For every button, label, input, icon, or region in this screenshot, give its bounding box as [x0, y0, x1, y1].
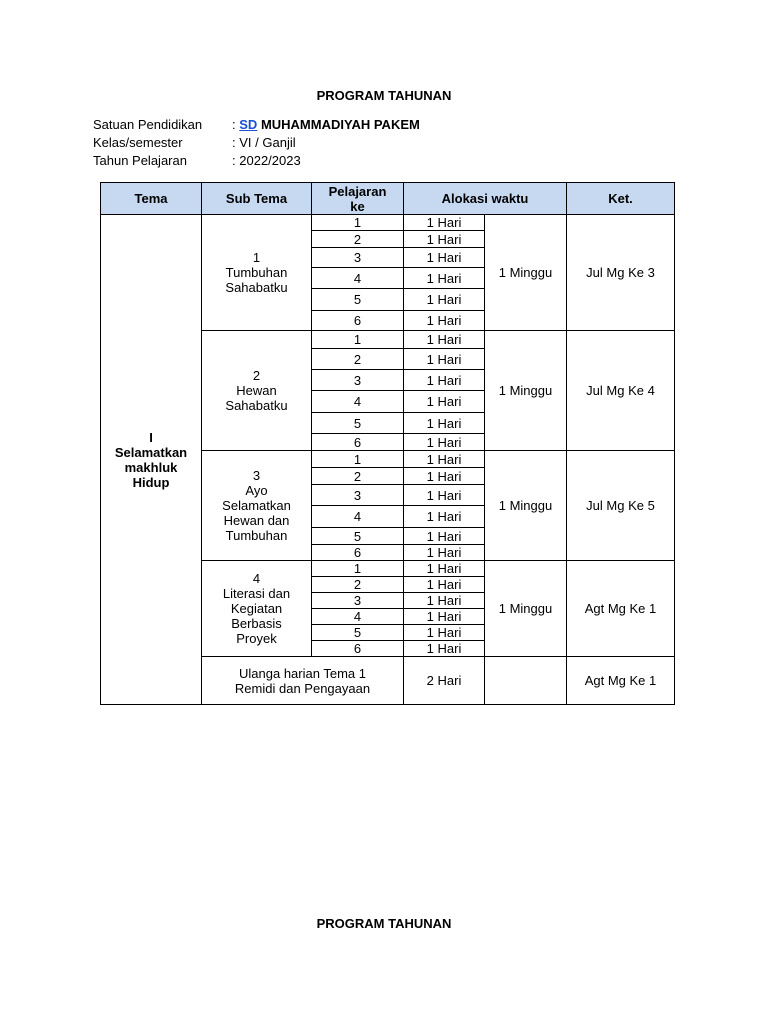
- alokasi-hari: 1 Hari: [404, 231, 485, 248]
- pelajaran-number: 2: [312, 468, 404, 485]
- subtema-cell: [202, 215, 312, 331]
- subtema-line: Tumbuhan: [225, 528, 288, 543]
- subtema-line: Sahabatku: [225, 280, 288, 295]
- tahun-label: Tahun Pelajaran: [93, 153, 187, 168]
- alokasi-hari: 1 Hari: [404, 506, 485, 528]
- pelajaran-number: 5: [312, 413, 404, 434]
- alokasi-hari: 1 Hari: [404, 248, 485, 268]
- alokasi-hari: 1 Hari: [404, 528, 485, 545]
- alokasi-hari: 1 Hari: [404, 609, 485, 625]
- info-row-tahun: [93, 152, 420, 170]
- subtema-line: 1: [252, 250, 261, 265]
- alokasi-hari: 1 Hari: [404, 468, 485, 485]
- table-body: [101, 215, 675, 705]
- tema-cell: [101, 215, 202, 705]
- subtema-line: Hewan: [236, 383, 277, 398]
- tema-line3: Hidup: [132, 474, 170, 490]
- subtema-line: Hewan dan: [223, 513, 290, 528]
- kelas-label: Kelas/semester: [93, 135, 183, 150]
- alokasi-hari: 1 Hari: [404, 451, 485, 468]
- pelajaran-number: 3: [312, 370, 404, 391]
- subtema-cell: [202, 451, 312, 561]
- header-pelajaran: [312, 183, 404, 215]
- pelajaran-number: 1: [312, 215, 404, 231]
- header-pelajaran-line2: ke: [350, 198, 365, 214]
- alokasi-hari: 1 Hari: [404, 485, 485, 506]
- subtema-line: 4: [252, 571, 261, 586]
- subtema-line: Proyek: [236, 631, 277, 646]
- ket-cell: Agt Mg Ke 1: [567, 561, 675, 657]
- alokasi-hari: 1 Hari: [404, 561, 485, 577]
- alokasi-minggu: 1 Minggu: [485, 331, 567, 451]
- tema-number: I: [149, 429, 153, 445]
- alokasi-hari: 1 Hari: [404, 331, 485, 349]
- tahun-separator: :: [232, 153, 236, 168]
- pelajaran-number: 3: [312, 248, 404, 268]
- pelajaran-number: 6: [312, 545, 404, 561]
- subtema-line: Ayo: [245, 483, 268, 498]
- header-pelajaran-line1: Pelajaran: [328, 183, 387, 199]
- pelajaran-number: 6: [312, 311, 404, 331]
- tahun-value: 2022/2023: [239, 153, 301, 168]
- pelajaran-number: 2: [312, 349, 404, 370]
- pelajaran-number: 4: [312, 268, 404, 289]
- header-subtema: Sub Tema: [202, 183, 312, 215]
- satuan-value: MUHAMMADIYAH PAKEM: [260, 117, 420, 132]
- subtema-line: Selamatkan: [222, 498, 291, 513]
- ulangan-minggu: [485, 657, 567, 705]
- alokasi-hari: 1 Hari: [404, 545, 485, 561]
- pelajaran-number: 4: [312, 391, 404, 413]
- info-row-kelas: [93, 134, 420, 152]
- pelajaran-number: 2: [312, 577, 404, 593]
- pelajaran-number: 5: [312, 625, 404, 641]
- pelajaran-number: 1: [312, 451, 404, 468]
- pelajaran-number: 1: [312, 331, 404, 349]
- subtema-line: Kegiatan: [230, 601, 283, 616]
- page-title: PROGRAM TAHUNAN: [316, 88, 452, 103]
- alokasi-hari: 1 Hari: [404, 625, 485, 641]
- header-alokasi: Alokasi waktu: [404, 183, 567, 215]
- alokasi-hari: 1 Hari: [404, 289, 485, 311]
- pelajaran-number: 6: [312, 434, 404, 451]
- info-block: [93, 116, 420, 170]
- subtema-line: 3: [252, 468, 261, 483]
- pelajaran-number: 5: [312, 528, 404, 545]
- table-row: [101, 215, 675, 231]
- ulangan-line2: Remidi dan Pengayaan: [234, 680, 371, 696]
- alokasi-hari: 1 Hari: [404, 577, 485, 593]
- subtema-line: Sahabatku: [225, 398, 288, 413]
- tema-line2: makhluk: [124, 459, 178, 475]
- subtema-cell: [202, 561, 312, 657]
- header-ket: Ket.: [567, 183, 675, 215]
- alokasi-hari: 1 Hari: [404, 413, 485, 434]
- alokasi-minggu: 1 Minggu: [485, 561, 567, 657]
- info-row-satuan: [93, 116, 420, 134]
- alokasi-hari: 1 Hari: [404, 593, 485, 609]
- subtema-line: Literasi dan: [222, 586, 291, 601]
- program-table: [100, 182, 675, 705]
- footer-title: PROGRAM TAHUNAN: [316, 916, 452, 931]
- pelajaran-number: 3: [312, 593, 404, 609]
- pelajaran-number: 1: [312, 561, 404, 577]
- pelajaran-number: 2: [312, 231, 404, 248]
- ulangan-ket: Agt Mg Ke 1: [567, 657, 675, 705]
- alokasi-hari: 1 Hari: [404, 215, 485, 231]
- alokasi-hari: 1 Hari: [404, 641, 485, 657]
- alokasi-hari: 1 Hari: [404, 268, 485, 289]
- subtema-cell: [202, 331, 312, 451]
- pelajaran-number: 3: [312, 485, 404, 506]
- satuan-prefix-link[interactable]: SD: [239, 117, 258, 132]
- alokasi-hari: 1 Hari: [404, 370, 485, 391]
- pelajaran-number: 5: [312, 289, 404, 311]
- kelas-value: VI / Ganjil: [239, 135, 296, 150]
- ulangan-cell: [202, 657, 404, 705]
- header-tema: Tema: [101, 183, 202, 215]
- ket-cell: Jul Mg Ke 3: [567, 215, 675, 331]
- alokasi-minggu: 1 Minggu: [485, 451, 567, 561]
- alokasi-hari: 1 Hari: [404, 311, 485, 331]
- ket-cell: Jul Mg Ke 4: [567, 331, 675, 451]
- ulangan-line1: Ulanga harian Tema 1: [239, 665, 366, 681]
- subtema-line: Berbasis: [231, 616, 282, 631]
- pelajaran-number: 4: [312, 609, 404, 625]
- kelas-separator: :: [232, 135, 236, 150]
- alokasi-minggu: 1 Minggu: [485, 215, 567, 331]
- ulangan-alokasi: 2 Hari: [404, 657, 485, 705]
- alokasi-hari: 1 Hari: [404, 391, 485, 413]
- subtema-line: 2: [252, 368, 261, 383]
- alokasi-hari: 1 Hari: [404, 434, 485, 451]
- tema-line1: Selamatkan: [114, 444, 188, 460]
- subtema-line: Tumbuhan: [225, 265, 288, 280]
- satuan-label: Satuan Pendidikan: [93, 117, 203, 132]
- table-header-row: [101, 183, 675, 215]
- alokasi-hari: 1 Hari: [404, 349, 485, 370]
- satuan-separator: :: [232, 117, 236, 132]
- ket-cell: Jul Mg Ke 5: [567, 451, 675, 561]
- pelajaran-number: 4: [312, 506, 404, 528]
- pelajaran-number: 6: [312, 641, 404, 657]
